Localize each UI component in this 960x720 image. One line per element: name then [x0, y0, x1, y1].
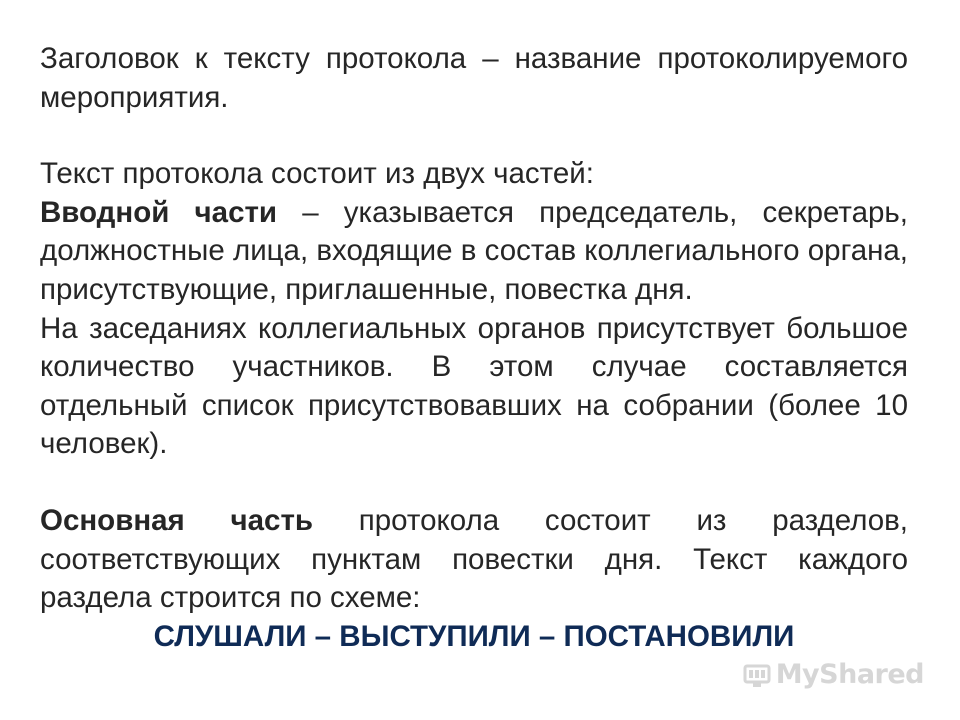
main-part-paragraph: [40, 502, 908, 618]
main-part-text: протокола состоит из разделов, соответствующих пунктам повестки дня. Текст каждого раздела строится по схеме:: [40, 503, 909, 615]
intro-paragraph: Заголовок к тексту протокола – название протоколируемого мероприятия.: [40, 42, 908, 114]
spacer: [40, 464, 908, 502]
meetings-paragraph: На заседаниях коллегиальных органов присутствует большое количество участников. В этом случае составляется отдельный список присутствовавших на собрании (более 10 человек).: [40, 311, 908, 461]
watermark-text: MyShared: [775, 659, 924, 690]
intro-part-paragraph: [40, 194, 908, 310]
intro-part-label: Вводной части: [40, 195, 278, 229]
main-part-label: Основная часть: [40, 503, 314, 537]
scheme-heading: СЛУШАЛИ – ВЫСТУПИЛИ – ПОСТАНОВИЛИ: [153, 619, 795, 653]
intro-part-text: – указывается председатель, секретарь, должностные лица, входящие в состав коллегиального органа, присутствующие, приглашенные, повестка дня.: [40, 195, 909, 306]
structure-paragraph: Текст протокола состоит из двух частей:: [40, 157, 594, 191]
myshared-watermark: [742, 659, 924, 690]
slide-content: [40, 40, 908, 656]
spacer: [40, 117, 908, 155]
myshared-logo-icon: [742, 660, 772, 690]
